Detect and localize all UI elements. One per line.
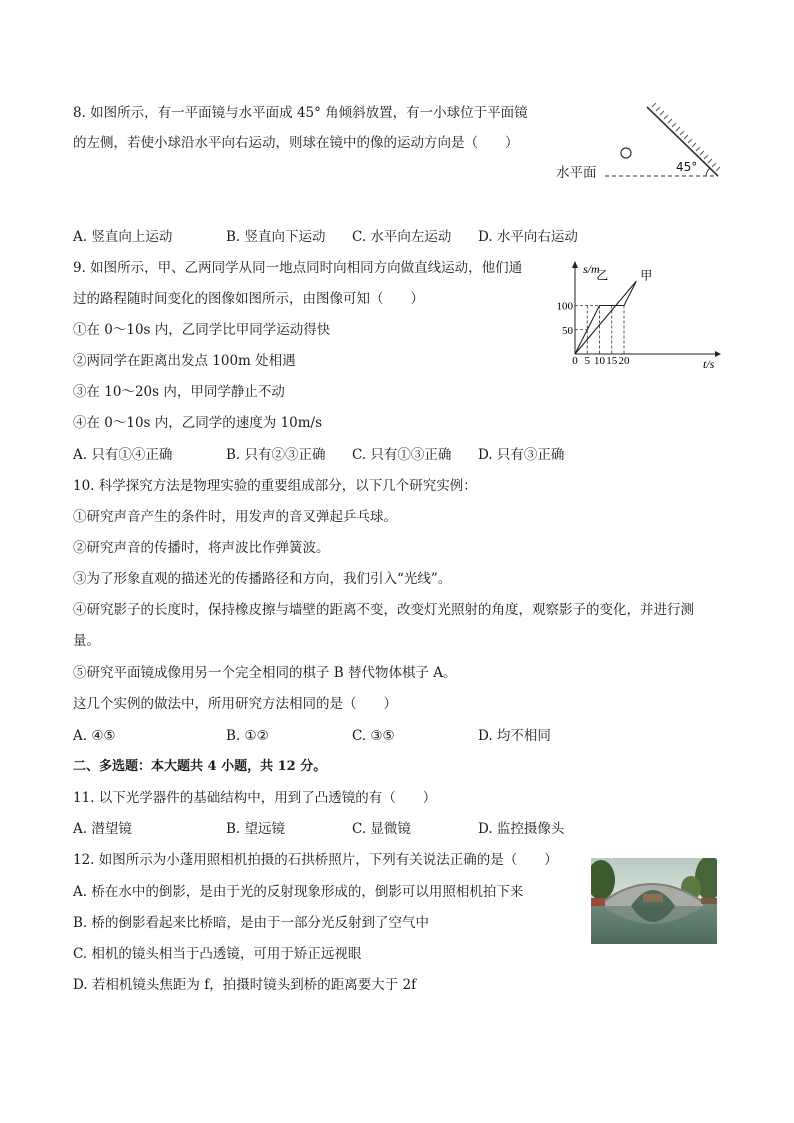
q9-option-c[interactable]: C. 只有①③正确	[352, 447, 452, 463]
y-tick-label: 50	[562, 324, 573, 337]
q9-option-a[interactable]: A. 只有①④正确	[73, 447, 173, 463]
q10-option-c[interactable]: C. ③⑤	[352, 728, 395, 744]
ground-label: 水平面	[556, 165, 597, 181]
q10-example-4b: 量。	[73, 633, 100, 649]
section-heading: 二、多选题：本大题共 4 小题，共 12 分。	[73, 759, 327, 774]
y-axis-label: s/m	[583, 262, 600, 276]
q9-line1: 9. 如图所示，甲、乙两同学从同一地点同时向相同方向做直线运动，他们通	[73, 260, 523, 276]
q11-option-c[interactable]: C. 显微镜	[352, 821, 411, 837]
angle-label: 45°	[676, 160, 698, 174]
x-axis-arrow	[715, 351, 721, 357]
q10-example-1: ①研究声音产生的条件时，用发声的音叉弹起乒乓球。	[73, 509, 397, 525]
x-tick-label: 20	[618, 355, 630, 367]
q10-example-2: ②研究声音的传播时，将声波比作弹簧波。	[73, 540, 330, 556]
q9-statement-4: ④在 0～10s 内，乙同学的速度为 10m/s	[73, 415, 323, 431]
q8-option-c[interactable]: C. 水平向左运动	[352, 229, 452, 245]
q10-example-4a: ④研究影子的长度时，保持橡皮擦与墙壁的距离不变，改变灯光照射的角度，观察影子的变化，并进行测	[73, 602, 694, 618]
x-tick-label: 10	[594, 355, 605, 367]
ball	[621, 148, 631, 158]
q11-option-d[interactable]: D. 监控摄像头	[478, 821, 565, 837]
q11-line1: 11. 以下光学器件的基础结构中，用到了凸透镜的有（ ）	[73, 790, 437, 806]
q12-option-c[interactable]: C. 相机的镜头相当于凸透镜，可用于矫正远视眼	[73, 946, 362, 962]
q12-option-b[interactable]: B. 桥的倒影看起来比桥暗，是由于一部分光反射到了空气中	[73, 915, 430, 931]
x-tick-label: 0	[572, 355, 578, 367]
q9-option-d[interactable]: D. 只有③正确	[478, 447, 565, 463]
q8-line1: 8. 如图所示，有一平面镜与水平面成 45° 角倾斜放置，有一小球位于平面镜	[73, 105, 528, 121]
q9-line2: 过的路程随时间变化的图像如图所示，由图像可知（ ）	[73, 291, 424, 307]
stone-bridge-photo	[591, 858, 717, 944]
y-tick-label: 100	[556, 300, 573, 313]
q10-option-a[interactable]: A. ④⑤	[73, 728, 116, 744]
q10-line1: 10. 科学探究方法是物理实验的重要组成部分，以下几个研究实例：	[73, 478, 477, 494]
q11-option-a[interactable]: A. 潜望镜	[73, 821, 132, 837]
q8-line2: 的左侧，若使小球沿水平向右运动，则球在镜中的像的运动方向是（ ）	[73, 135, 519, 151]
q12-option-a[interactable]: A. 桥在水中的倒影，是由于光的反射现象形成的，倒影可以用照相机拍下来	[73, 884, 524, 900]
x-tick-label: 15	[606, 355, 618, 367]
q10-option-b[interactable]: B. ①②	[226, 728, 269, 744]
x-axis-label: t/s	[703, 357, 715, 371]
series-label-yi: 乙	[596, 268, 609, 283]
q12-line1: 12. 如图所示为小蓬用照相机拍摄的石拱桥照片，下列有关说法正确的是（ ）	[73, 852, 558, 868]
q10-ask: 这几个实例的做法中，所用研究方法相同的是（ ）	[73, 696, 397, 712]
q10-example-3: ③为了形象直观的描述光的传播路径和方向，我们引入“光线”。	[73, 571, 452, 587]
q9-statement-3: ③在 10～20s 内，甲同学静止不动	[73, 384, 285, 400]
q8-option-d[interactable]: D. 水平向右运动	[478, 229, 578, 245]
q8-option-a[interactable]: A. 竖直向上运动	[73, 229, 173, 245]
x-tick-label: 5	[584, 355, 590, 367]
q9-option-b[interactable]: B. 只有②③正确	[226, 447, 326, 463]
q11-option-b[interactable]: B. 望远镜	[226, 821, 286, 837]
q9-statement-1: ①在 0～10s 内，乙同学比甲同学运动得快	[73, 322, 331, 338]
q12-option-d[interactable]: D. 若相机镜头焦距为 f，拍摄时镜头到桥的距离要大于 2f	[73, 977, 417, 993]
q9-statement-2: ②两同学在距离出发点 100m 处相遇	[73, 353, 296, 369]
q8-option-b[interactable]: B. 竖直向下运动	[226, 229, 326, 245]
q10-option-d[interactable]: D. 均不相同	[478, 728, 551, 744]
series-label-jia: 甲	[640, 268, 653, 283]
series-line-yi	[575, 281, 636, 354]
y-axis-arrow	[572, 261, 578, 268]
st-graph	[555, 258, 730, 373]
q10-example-5: ⑤研究平面镜成像用另一个完全相同的棋子 B 替代物体棋子 A。	[73, 665, 457, 681]
